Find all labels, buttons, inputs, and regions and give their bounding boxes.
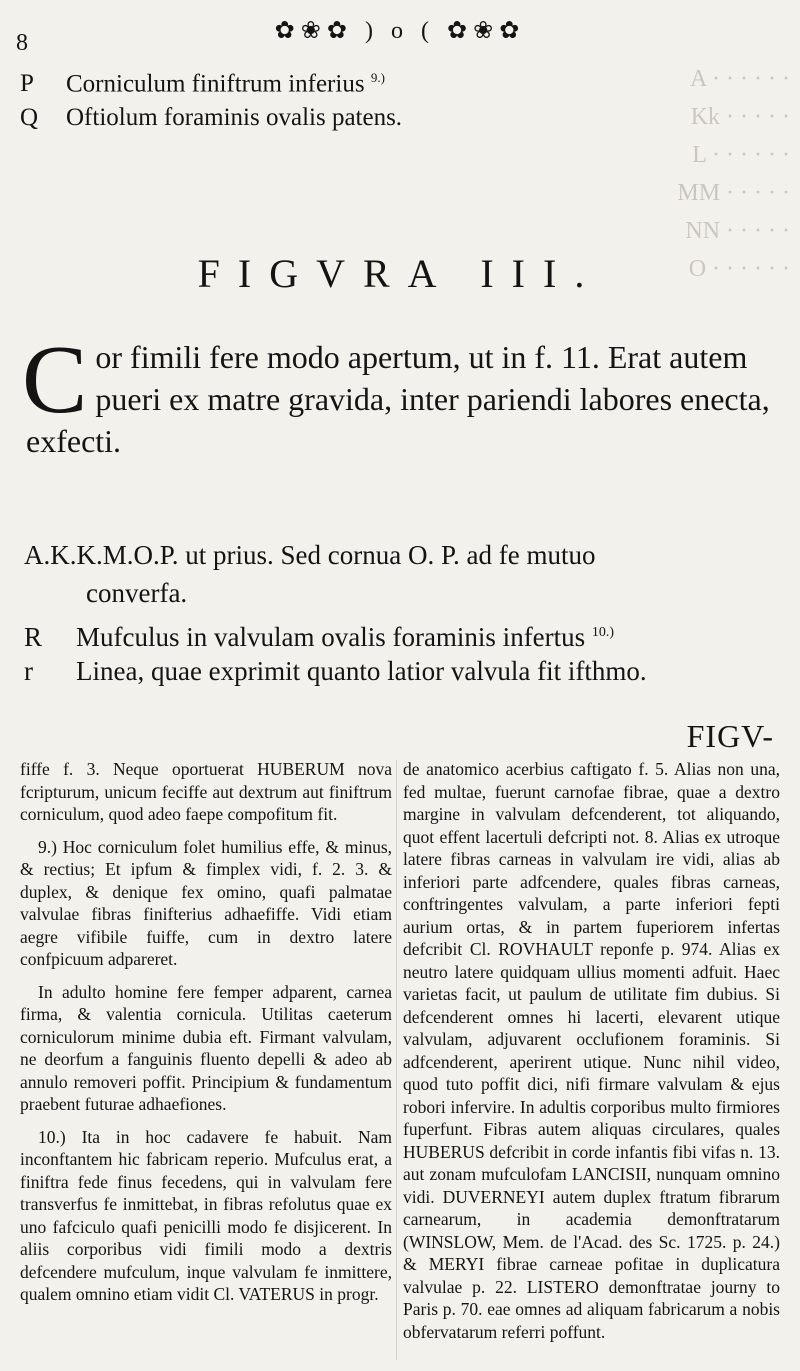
legend-key: P bbox=[20, 70, 34, 98]
legend-key: Q bbox=[20, 104, 39, 131]
footnote-ref: 9.) bbox=[370, 70, 385, 85]
figure-title: FIGVRA III. bbox=[197, 251, 603, 296]
footnote-paragraph: de anatomico acerbius caftigato f. 5. Alias non una, fed multae, fuerunt carnofae fibrae, quae a dextro margine in valvulam defcenderent, tot aliquando, quot effent lacertuli defcripti not. 8. Alias ex utroque latere fibras carneas in valvulam ire vidi, alias ab inferiori parte adfcendere, quales fibras carneas, conftringentes valvulam, a parte inferiori fepti aurium ortas, & in partem fuperiorem infertas defcribit Cl. ROVHAULT reponfe p. 974. Alias ex neutro latere quidquam ullius momenti adfuit. Haec varietas facit, ut paulum de utilitate fim dubius. Si defcenderent omnes hi lacerti, elevarent utique valvulam, adjuvarent occlufionem foraminis. Si adfcenderent, aperirent utique. Nunc nihil video, quod tuto poffit dici, nifi firmare valvulam & ejus robori infervire. In adultis corporibus multo firmiores fuperfunt. Fibras autem aliquas circulares, quales HUBERUS defcribit in corde infantis fibi vifas n. 13. aut zonam mufculofam LANCISII, nunquam omnino vidi. DUVERNEYI autem duplex ftratum fibrarum carnearum, in academia demonftratarum (WINSLOW, Mem. de l'Acad. des Sc. 1725. p. 24.) & MERYI fibrae carneae pofitae in duplicatura valvulae p. 22. LISTERO demonftratae journy to Paris p. 70. eae omnes ad aliquam fabricarum a nobis obfervatarum referri poffunt. bbox=[403, 759, 780, 1342]
legend-entry-p bbox=[20, 70, 385, 98]
letter-entry-r-line bbox=[24, 652, 776, 690]
letter-continuation: converfa. bbox=[86, 578, 188, 608]
legend-text: Corniculum finiftrum inferius bbox=[66, 70, 365, 98]
footnote-paragraph: fiffe f. 3. Neque oportuerat HUBERUM nova fcripturum, unicum feciffe aut dextrum aut finiftrum corniculum, quod adeo faepe compofitum fit. bbox=[20, 759, 392, 824]
letter-entry-r bbox=[24, 614, 776, 656]
figure-intro bbox=[22, 326, 776, 462]
letter-entry-a bbox=[24, 536, 776, 612]
footnote-ref: 10.) bbox=[591, 625, 615, 640]
letter-text: Linea, quae exprimit quanto latior valvula fit ifthmo. bbox=[76, 656, 647, 686]
column-divider bbox=[396, 760, 397, 1360]
intro-text: or fimili fere modo apertum, ut in f. 11. Erat autem pueri ex matre gravida, inter pariendi labores enecta, exfecti. bbox=[26, 339, 770, 459]
footnote-paragraph: In adulto homine fere femper adparent, carnea firma, & valentia cornicula. Utilitas caeterum corniculorum minime dubia eft. Firmant valvulam, ne deorfum a fanguinis fluento depelli & adeo ab annulo removeri poffit. Principium & fundamentum praebent futurae adhaefiones. bbox=[20, 981, 392, 1114]
legend-entry-q bbox=[20, 104, 402, 132]
footnote-paragraph: 9.) Hoc corniculum folet humilius effe, & minus, & rectius; Et ipfum & fimplex vidi, f. 2. 3. & duplex, & denique fex omino, quafi palmatae valvulae fibras finifterius adhaefiffe. Vidi etiam aegre vifibile fuiffe, cum in dextro latere confpicuum adpareret. bbox=[20, 836, 392, 969]
letter-key: A.K.K.M.O.P. bbox=[24, 540, 179, 570]
footnotes-left-column bbox=[20, 758, 392, 1316]
drop-cap: C bbox=[22, 326, 88, 434]
footnote-paragraph: 10.) Ita in hoc cadavere fe habuit. Nam inconftantem hic fabricam reperio. Mufculus erat, a finiftra fede finus fecedens, qui in valvulam fere transverfus fe inmittebat, in fibras refolutus quae ex uno fafciculo quafi penicilli modo fe disjicerent. In aliis corporibus vidi fimili modo a dextris defcendere mufculum, inque valvulam fe inmittere, qualem omnino etiam vidit Cl. VATERUS in progr. bbox=[20, 1126, 392, 1304]
letter-text: ut prius. Sed cornua O. P. ad fe mutuo bbox=[185, 540, 596, 570]
show-through-text: A · · · · · · Kk · · · · · L · · · · · · MM · · · · · NN · · · · · O · · · · · · bbox=[677, 66, 790, 282]
header-ornament: ✿❀✿ ) o ( ✿❀✿ bbox=[274, 18, 526, 44]
footnotes-right-column bbox=[403, 758, 780, 1353]
letter-text: Mufculus in valvulam ovalis foraminis infertus bbox=[76, 622, 586, 652]
letter-key: R bbox=[24, 622, 43, 652]
catchword: FIGV- bbox=[686, 718, 774, 754]
page-number: 8 bbox=[16, 30, 28, 56]
letter-key: r bbox=[24, 656, 33, 686]
legend-text: Oftiolum foraminis ovalis patens. bbox=[66, 104, 403, 131]
